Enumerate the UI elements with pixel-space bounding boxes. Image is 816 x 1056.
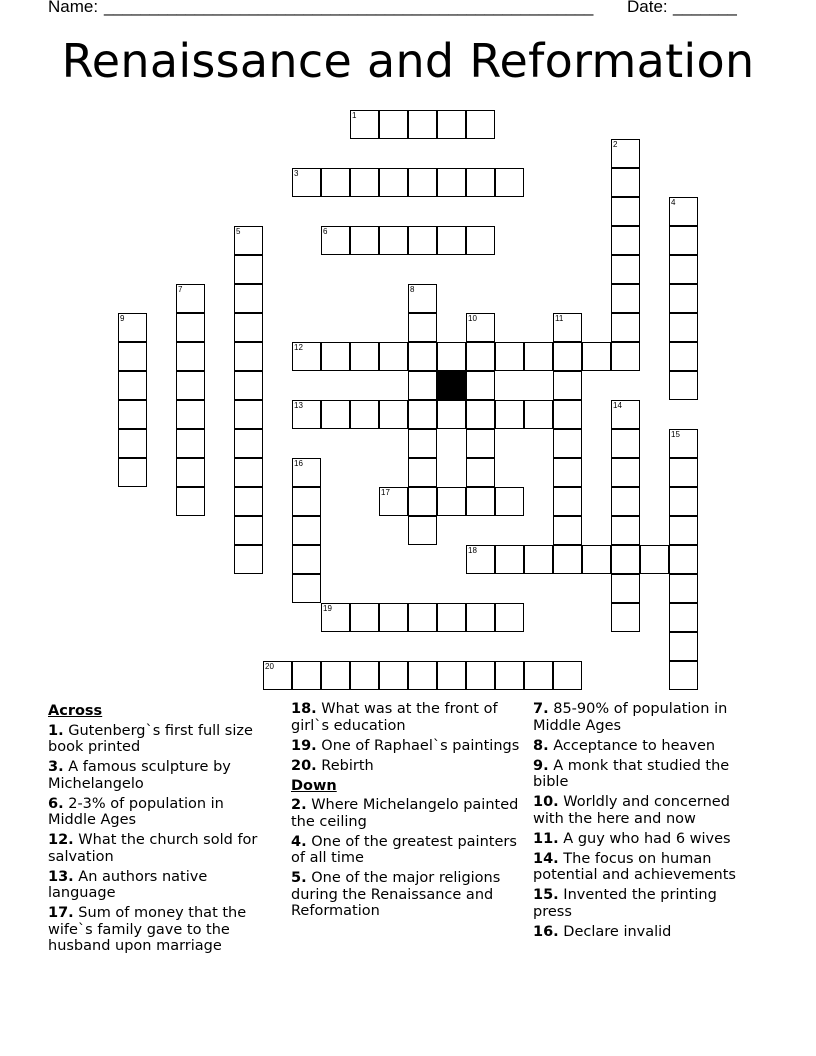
grid-cell[interactable] bbox=[408, 516, 437, 545]
grid-cell[interactable] bbox=[234, 371, 263, 400]
grid-cell[interactable] bbox=[437, 342, 466, 371]
grid-cell[interactable] bbox=[234, 255, 263, 284]
grid-cell[interactable] bbox=[669, 197, 698, 226]
clue-text: One of the major religions during the Renaissance and Reformation bbox=[291, 870, 501, 919]
grid-cell[interactable] bbox=[118, 342, 147, 371]
cell-number: 16 bbox=[294, 459, 303, 468]
clue-text: Where Michelangelo painted the ceiling bbox=[291, 797, 519, 830]
grid-cell[interactable] bbox=[611, 516, 640, 545]
grid-cell[interactable] bbox=[408, 313, 437, 342]
grid-cell[interactable] bbox=[437, 487, 466, 516]
grid-cell[interactable] bbox=[437, 603, 466, 632]
grid-cell[interactable] bbox=[437, 168, 466, 197]
grid-cell[interactable] bbox=[553, 371, 582, 400]
clue-text: Gutenberg`s first full size book printed bbox=[48, 722, 253, 755]
grid-cell[interactable] bbox=[176, 342, 205, 371]
grid-cell[interactable] bbox=[553, 429, 582, 458]
grid-cell[interactable] bbox=[350, 661, 379, 690]
clue-number: 8. bbox=[533, 737, 549, 754]
grid-cell[interactable] bbox=[234, 342, 263, 371]
grid-cell[interactable] bbox=[669, 545, 698, 574]
cell-number: 10 bbox=[468, 314, 477, 323]
grid-cell[interactable] bbox=[350, 168, 379, 197]
grid-cell[interactable] bbox=[669, 516, 698, 545]
clue-number: 2. bbox=[291, 797, 307, 813]
clue-number: 7. bbox=[533, 701, 549, 717]
grid-cell[interactable] bbox=[611, 458, 640, 487]
grid-cell[interactable] bbox=[553, 545, 582, 574]
grid-cell[interactable] bbox=[524, 342, 553, 371]
grid-cell[interactable] bbox=[408, 429, 437, 458]
cell-number: 15 bbox=[671, 430, 680, 439]
clue-text: What the church sold for salvation bbox=[48, 832, 258, 865]
across-heading: Across bbox=[48, 703, 103, 719]
grid-cell[interactable] bbox=[321, 603, 350, 632]
clue-across-3 bbox=[48, 759, 273, 792]
grid-cell[interactable] bbox=[611, 429, 640, 458]
grid-cell[interactable] bbox=[292, 516, 321, 545]
cell-number: 12 bbox=[294, 343, 303, 352]
grid-cell[interactable] bbox=[611, 545, 640, 574]
grid-cell[interactable] bbox=[408, 110, 437, 139]
clue-number: 16. bbox=[533, 923, 559, 940]
grid-cell[interactable] bbox=[379, 226, 408, 255]
grid-cell[interactable] bbox=[176, 400, 205, 429]
clue-number: 12. bbox=[48, 832, 74, 848]
grid-cell[interactable] bbox=[176, 313, 205, 342]
grid-cell[interactable] bbox=[611, 284, 640, 313]
grid-cell[interactable] bbox=[495, 603, 524, 632]
grid-cell[interactable] bbox=[118, 400, 147, 429]
clue-text: 2-3% of population in Middle Ages bbox=[48, 795, 224, 828]
grid-cell[interactable] bbox=[292, 487, 321, 516]
grid-cell[interactable] bbox=[466, 661, 495, 690]
grid-cell[interactable] bbox=[669, 226, 698, 255]
clue-down-8 bbox=[533, 738, 758, 755]
clue-text: The focus on human potential and achievements bbox=[533, 850, 736, 883]
grid-cell[interactable] bbox=[176, 429, 205, 458]
grid-cell[interactable] bbox=[495, 545, 524, 574]
grid-cell[interactable] bbox=[669, 487, 698, 516]
grid-cell[interactable] bbox=[321, 226, 350, 255]
clue-text: Declare invalid bbox=[563, 923, 672, 940]
grid-cell[interactable] bbox=[553, 313, 582, 342]
grid-cell[interactable] bbox=[234, 226, 263, 255]
grid-cell[interactable] bbox=[176, 487, 205, 516]
grid-cell[interactable] bbox=[379, 603, 408, 632]
grid-cell[interactable] bbox=[466, 110, 495, 139]
clue-down-14 bbox=[533, 851, 758, 884]
grid-cell[interactable] bbox=[118, 371, 147, 400]
cell-number: 5 bbox=[236, 227, 241, 236]
date-line[interactable]: _______ bbox=[673, 0, 737, 16]
clue-number: 10. bbox=[533, 794, 559, 810]
grid-cell[interactable] bbox=[524, 661, 553, 690]
clue-across-13 bbox=[48, 869, 273, 902]
grid-cell[interactable] bbox=[350, 110, 379, 139]
grid-cell[interactable] bbox=[495, 661, 524, 690]
grid-cell[interactable] bbox=[408, 487, 437, 516]
clue-text: Acceptance to heaven bbox=[553, 737, 716, 754]
grid-cell[interactable] bbox=[292, 342, 321, 371]
cell-number: 8 bbox=[410, 285, 415, 294]
clue-down-2 bbox=[291, 797, 521, 830]
cell-number: 4 bbox=[671, 198, 676, 207]
grid-cell[interactable] bbox=[611, 197, 640, 226]
name-line[interactable]: ______________________________________________________ bbox=[104, 0, 593, 16]
cell-number: 13 bbox=[294, 401, 303, 410]
clue-text: Rebirth bbox=[321, 757, 374, 774]
clue-number: 11. bbox=[533, 830, 559, 847]
clues-column-1 bbox=[48, 701, 273, 958]
clue-down-16 bbox=[533, 924, 758, 941]
clue-down-7 bbox=[533, 701, 758, 734]
clue-number: 19. bbox=[291, 737, 317, 754]
cell-number: 1 bbox=[352, 111, 357, 120]
grid-cell[interactable] bbox=[466, 603, 495, 632]
grid-cell[interactable] bbox=[408, 168, 437, 197]
grid-cell[interactable] bbox=[350, 400, 379, 429]
clue-number: 20. bbox=[291, 757, 317, 774]
grid-cell[interactable] bbox=[408, 342, 437, 371]
grid-cell[interactable] bbox=[234, 458, 263, 487]
cell-number: 11 bbox=[555, 314, 564, 323]
grid-cell[interactable] bbox=[495, 400, 524, 429]
grid-cell[interactable] bbox=[408, 661, 437, 690]
grid-cell[interactable] bbox=[553, 458, 582, 487]
grid-cell[interactable] bbox=[553, 342, 582, 371]
grid-cell[interactable] bbox=[669, 284, 698, 313]
grid-cell[interactable] bbox=[495, 487, 524, 516]
clue-number: 9. bbox=[533, 757, 549, 774]
clue-number: 15. bbox=[533, 887, 559, 903]
grid-cell[interactable] bbox=[582, 342, 611, 371]
grid-cell[interactable] bbox=[553, 487, 582, 516]
clue-down-15 bbox=[533, 887, 758, 920]
clue-text: A monk that studied the bible bbox=[533, 757, 730, 790]
grid-cell[interactable] bbox=[437, 400, 466, 429]
cell-number: 9 bbox=[120, 314, 125, 323]
clue-across-6 bbox=[48, 796, 273, 829]
grid-cell[interactable] bbox=[379, 400, 408, 429]
grid-cell[interactable] bbox=[234, 429, 263, 458]
cell-number: 7 bbox=[178, 285, 183, 294]
grid-cell[interactable] bbox=[669, 342, 698, 371]
grid-cell[interactable] bbox=[408, 458, 437, 487]
grid-cell[interactable] bbox=[669, 371, 698, 400]
grid-cell[interactable] bbox=[408, 284, 437, 313]
black-cell bbox=[437, 371, 466, 400]
clue-text: Worldly and concerned with the here and now bbox=[533, 794, 730, 827]
clue-text: One of the greatest painters of all time bbox=[291, 833, 517, 866]
grid-cell[interactable] bbox=[466, 342, 495, 371]
grid-cell[interactable] bbox=[466, 168, 495, 197]
grid-cell[interactable] bbox=[466, 313, 495, 342]
grid-cell[interactable] bbox=[321, 342, 350, 371]
grid-cell[interactable] bbox=[437, 110, 466, 139]
clues-column-3 bbox=[533, 701, 758, 944]
grid-cell[interactable] bbox=[234, 400, 263, 429]
clue-text: A guy who had 6 wives bbox=[563, 830, 731, 847]
grid-cell[interactable] bbox=[669, 429, 698, 458]
grid-cell[interactable] bbox=[669, 632, 698, 661]
grid-cell[interactable] bbox=[611, 255, 640, 284]
grid-cell[interactable] bbox=[437, 661, 466, 690]
clue-across-18 bbox=[291, 701, 521, 734]
grid-cell[interactable] bbox=[524, 545, 553, 574]
grid-cell[interactable] bbox=[466, 429, 495, 458]
grid-cell[interactable] bbox=[234, 313, 263, 342]
grid-cell[interactable] bbox=[669, 661, 698, 690]
grid-cell[interactable] bbox=[524, 400, 553, 429]
grid-cell[interactable] bbox=[292, 400, 321, 429]
clue-text: Sum of money that the wife`s family gave to the husband upon marriage bbox=[48, 905, 247, 954]
grid-cell[interactable] bbox=[669, 313, 698, 342]
grid-cell[interactable] bbox=[379, 661, 408, 690]
grid-cell[interactable] bbox=[669, 255, 698, 284]
grid-cell[interactable] bbox=[350, 226, 379, 255]
clue-down-9 bbox=[533, 758, 758, 791]
grid-cell[interactable] bbox=[611, 603, 640, 632]
grid-cell[interactable] bbox=[350, 342, 379, 371]
cell-number: 18 bbox=[468, 546, 477, 555]
cell-number: 3 bbox=[294, 169, 299, 178]
grid-cell[interactable] bbox=[350, 603, 379, 632]
grid-cell[interactable] bbox=[640, 545, 669, 574]
cell-number: 19 bbox=[323, 604, 332, 613]
clue-down-10 bbox=[533, 794, 758, 827]
grid-cell[interactable] bbox=[118, 429, 147, 458]
grid-cell[interactable] bbox=[582, 545, 611, 574]
clue-number: 13. bbox=[48, 868, 74, 885]
cell-number: 14 bbox=[613, 401, 622, 410]
grid-cell[interactable] bbox=[379, 110, 408, 139]
grid-cell[interactable] bbox=[176, 371, 205, 400]
grid-cell[interactable] bbox=[176, 284, 205, 313]
grid-cell[interactable] bbox=[466, 458, 495, 487]
grid-cell[interactable] bbox=[408, 226, 437, 255]
date-label: Date: bbox=[627, 0, 668, 16]
grid-cell[interactable] bbox=[611, 139, 640, 168]
clue-text: What was at the front of girl`s education bbox=[291, 701, 498, 734]
grid-cell[interactable] bbox=[176, 458, 205, 487]
grid-cell[interactable] bbox=[553, 400, 582, 429]
grid-cell[interactable] bbox=[611, 342, 640, 371]
grid-cell[interactable] bbox=[234, 545, 263, 574]
cell-number: 2 bbox=[613, 140, 618, 149]
grid-cell[interactable] bbox=[292, 458, 321, 487]
clue-text: One of Raphael`s paintings bbox=[321, 737, 520, 754]
grid-cell[interactable] bbox=[466, 545, 495, 574]
grid-cell[interactable] bbox=[379, 168, 408, 197]
grid-cell[interactable] bbox=[408, 371, 437, 400]
clue-text: A famous sculpture by Michelangelo bbox=[48, 759, 231, 792]
grid-cell[interactable] bbox=[379, 342, 408, 371]
clue-text: Invented the printing press bbox=[533, 887, 717, 920]
grid-cell[interactable] bbox=[553, 661, 582, 690]
grid-cell[interactable] bbox=[669, 603, 698, 632]
grid-cell[interactable] bbox=[611, 313, 640, 342]
grid-cell[interactable] bbox=[611, 168, 640, 197]
grid-cell[interactable] bbox=[553, 516, 582, 545]
grid-cell[interactable] bbox=[292, 661, 321, 690]
grid-cell[interactable] bbox=[234, 516, 263, 545]
cell-number: 17 bbox=[381, 488, 390, 497]
clue-across-17 bbox=[48, 905, 273, 955]
grid-cell[interactable] bbox=[118, 313, 147, 342]
grid-cell[interactable] bbox=[611, 487, 640, 516]
clue-number: 3. bbox=[48, 759, 64, 775]
clue-down-5 bbox=[291, 870, 521, 920]
cell-number: 20 bbox=[265, 662, 274, 671]
grid-cell[interactable] bbox=[263, 661, 292, 690]
grid-cell[interactable] bbox=[379, 487, 408, 516]
grid-cell[interactable] bbox=[611, 226, 640, 255]
clue-number: 4. bbox=[291, 833, 307, 850]
clue-text: An authors native language bbox=[48, 868, 208, 901]
down-heading: Down bbox=[291, 777, 337, 794]
grid-cell[interactable] bbox=[292, 574, 321, 603]
grid-cell[interactable] bbox=[466, 400, 495, 429]
clue-number: 1. bbox=[48, 722, 64, 739]
clue-text: 85-90% of population in Middle Ages bbox=[533, 701, 728, 734]
grid-cell[interactable] bbox=[669, 458, 698, 487]
cell-number: 6 bbox=[323, 227, 328, 236]
grid-cell[interactable] bbox=[408, 603, 437, 632]
clue-number: 17. bbox=[48, 905, 74, 921]
grid-cell[interactable] bbox=[321, 168, 350, 197]
grid-cell[interactable] bbox=[321, 400, 350, 429]
grid-cell[interactable] bbox=[234, 284, 263, 313]
clue-across-1 bbox=[48, 723, 273, 756]
clue-number: 18. bbox=[291, 701, 317, 717]
grid-cell[interactable] bbox=[495, 168, 524, 197]
grid-cell[interactable] bbox=[611, 400, 640, 429]
grid-cell[interactable] bbox=[466, 487, 495, 516]
clue-across-12 bbox=[48, 832, 273, 865]
clue-down-4 bbox=[291, 834, 521, 867]
clue-across-20 bbox=[291, 758, 521, 775]
clue-number: 14. bbox=[533, 850, 559, 867]
name-label: Name: bbox=[48, 0, 99, 16]
grid-cell[interactable] bbox=[408, 400, 437, 429]
clues-column-2 bbox=[291, 701, 521, 923]
page-title: Renaissance and Reformation bbox=[61, 34, 755, 88]
grid-cell[interactable] bbox=[234, 487, 263, 516]
grid-cell[interactable] bbox=[292, 545, 321, 574]
grid-cell[interactable] bbox=[118, 458, 147, 487]
grid-cell[interactable] bbox=[669, 574, 698, 603]
clue-down-11 bbox=[533, 831, 758, 848]
clue-number: 6. bbox=[48, 795, 64, 812]
clue-number: 5. bbox=[291, 870, 307, 886]
grid-cell[interactable] bbox=[437, 226, 466, 255]
grid-cell[interactable] bbox=[321, 661, 350, 690]
grid-cell[interactable] bbox=[495, 342, 524, 371]
clue-across-19 bbox=[291, 738, 521, 755]
grid-cell[interactable] bbox=[611, 574, 640, 603]
grid-cell[interactable] bbox=[466, 371, 495, 400]
grid-cell[interactable] bbox=[292, 168, 321, 197]
grid-cell[interactable] bbox=[466, 226, 495, 255]
